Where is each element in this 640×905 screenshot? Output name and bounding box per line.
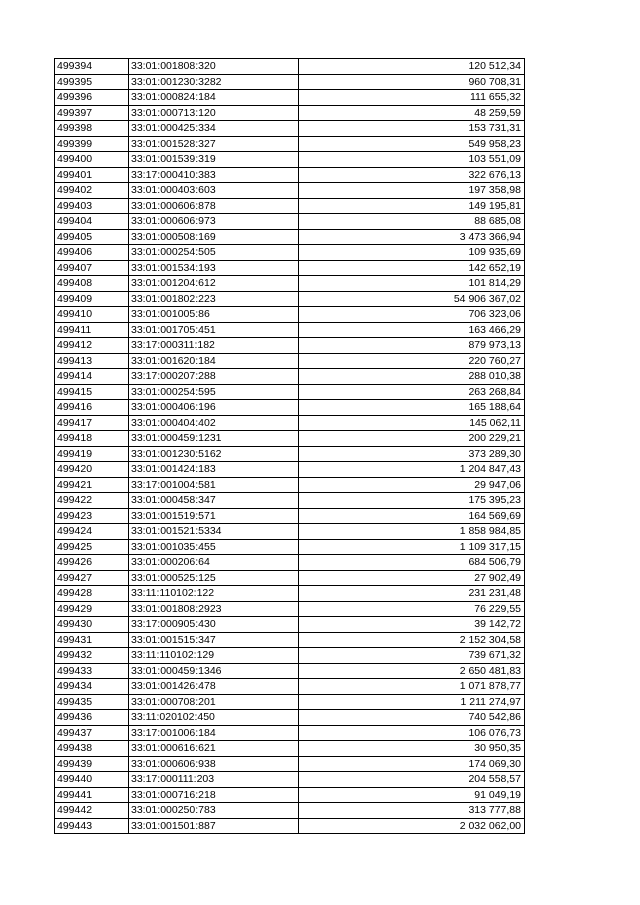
cadastral-value-table <box>54 58 525 834</box>
row-id-cell: 499395 <box>55 74 129 90</box>
cadastral-number-cell: 33:01:001808:2923 <box>129 601 299 617</box>
row-id-cell: 499411 <box>55 322 129 338</box>
row-id-cell: 499427 <box>55 570 129 586</box>
row-id-cell: 499415 <box>55 384 129 400</box>
table-row <box>55 648 525 664</box>
cadastral-value-cell: 163 466,29 <box>299 322 525 338</box>
row-id-cell: 499402 <box>55 183 129 199</box>
cadastral-value-cell: 27 902,49 <box>299 570 525 586</box>
table-row <box>55 369 525 385</box>
table-row <box>55 152 525 168</box>
table-row <box>55 477 525 493</box>
table-row <box>55 446 525 462</box>
table-row <box>55 136 525 152</box>
cadastral-value-cell: 263 268,84 <box>299 384 525 400</box>
cadastral-number-cell: 33:17:000311:182 <box>129 338 299 354</box>
cadastral-number-cell: 33:01:000206:64 <box>129 555 299 571</box>
cadastral-value-cell: 197 358,98 <box>299 183 525 199</box>
table-row <box>55 229 525 245</box>
cadastral-number-cell: 33:17:000410:383 <box>129 167 299 183</box>
cadastral-number-cell: 33:01:001424:183 <box>129 462 299 478</box>
cadastral-number-cell: 33:17:000905:430 <box>129 617 299 633</box>
table-row <box>55 245 525 261</box>
cadastral-number-cell: 33:01:000713:120 <box>129 105 299 121</box>
cadastral-value-cell: 1 109 317,15 <box>299 539 525 555</box>
cadastral-number-cell: 33:01:000254:505 <box>129 245 299 261</box>
cadastral-value-cell: 103 551,09 <box>299 152 525 168</box>
cadastral-number-cell: 33:01:001426:478 <box>129 679 299 695</box>
cadastral-number-cell: 33:01:000404:402 <box>129 415 299 431</box>
cadastral-value-cell: 739 671,32 <box>299 648 525 664</box>
row-id-cell: 499416 <box>55 400 129 416</box>
cadastral-value-cell: 88 685,08 <box>299 214 525 230</box>
row-id-cell: 499397 <box>55 105 129 121</box>
cadastral-number-cell: 33:01:000606:938 <box>129 756 299 772</box>
cadastral-value-cell: 706 323,06 <box>299 307 525 323</box>
row-id-cell: 499404 <box>55 214 129 230</box>
cadastral-number-cell: 33:01:000606:878 <box>129 198 299 214</box>
row-id-cell: 499407 <box>55 260 129 276</box>
cadastral-value-cell: 174 069,30 <box>299 756 525 772</box>
cadastral-value-cell: 149 195,81 <box>299 198 525 214</box>
table-row <box>55 431 525 447</box>
row-id-cell: 499436 <box>55 710 129 726</box>
table-row <box>55 694 525 710</box>
row-id-cell: 499435 <box>55 694 129 710</box>
cadastral-value-cell: 1 071 878,77 <box>299 679 525 695</box>
cadastral-value-cell: 313 777,88 <box>299 803 525 819</box>
row-id-cell: 499406 <box>55 245 129 261</box>
table-row <box>55 741 525 757</box>
table-row <box>55 74 525 90</box>
row-id-cell: 499437 <box>55 725 129 741</box>
cadastral-number-cell: 33:01:000606:973 <box>129 214 299 230</box>
table-row <box>55 679 525 695</box>
row-id-cell: 499396 <box>55 90 129 106</box>
cadastral-value-cell: 231 231,48 <box>299 586 525 602</box>
cadastral-value-cell: 684 506,79 <box>299 555 525 571</box>
table-row <box>55 617 525 633</box>
cadastral-number-cell: 33:01:001204:612 <box>129 276 299 292</box>
row-id-cell: 499399 <box>55 136 129 152</box>
row-id-cell: 499441 <box>55 787 129 803</box>
row-id-cell: 499429 <box>55 601 129 617</box>
cadastral-value-cell: 175 395,23 <box>299 493 525 509</box>
row-id-cell: 499410 <box>55 307 129 323</box>
cadastral-value-cell: 204 558,57 <box>299 772 525 788</box>
table-row <box>55 105 525 121</box>
cadastral-value-cell: 2 152 304,58 <box>299 632 525 648</box>
row-id-cell: 499442 <box>55 803 129 819</box>
row-id-cell: 499439 <box>55 756 129 772</box>
cadastral-value-cell: 549 958,23 <box>299 136 525 152</box>
row-id-cell: 499398 <box>55 121 129 137</box>
cadastral-value-cell: 142 652,19 <box>299 260 525 276</box>
table-row <box>55 90 525 106</box>
table-row <box>55 260 525 276</box>
table-row <box>55 462 525 478</box>
cadastral-number-cell: 33:01:001515:347 <box>129 632 299 648</box>
cadastral-number-cell: 33:01:001705:451 <box>129 322 299 338</box>
cadastral-number-cell: 33:01:000616:621 <box>129 741 299 757</box>
row-id-cell: 499394 <box>55 59 129 75</box>
table-row <box>55 291 525 307</box>
table-row <box>55 415 525 431</box>
table-row <box>55 353 525 369</box>
cadastral-number-cell: 33:11:110102:129 <box>129 648 299 664</box>
row-id-cell: 499430 <box>55 617 129 633</box>
row-id-cell: 499422 <box>55 493 129 509</box>
cadastral-number-cell: 33:17:001006:184 <box>129 725 299 741</box>
cadastral-value-cell: 76 229,55 <box>299 601 525 617</box>
cadastral-number-cell: 33:01:001802:223 <box>129 291 299 307</box>
cadastral-value-cell: 3 473 366,94 <box>299 229 525 245</box>
table-row <box>55 214 525 230</box>
cadastral-value-cell: 200 229,21 <box>299 431 525 447</box>
cadastral-number-cell: 33:11:020102:450 <box>129 710 299 726</box>
row-id-cell: 499405 <box>55 229 129 245</box>
table-row <box>55 601 525 617</box>
cadastral-number-cell: 33:01:001230:3282 <box>129 74 299 90</box>
row-id-cell: 499426 <box>55 555 129 571</box>
table-row <box>55 59 525 75</box>
row-id-cell: 499413 <box>55 353 129 369</box>
cadastral-value-cell: 740 542,86 <box>299 710 525 726</box>
table-row <box>55 756 525 772</box>
row-id-cell: 499400 <box>55 152 129 168</box>
cadastral-number-cell: 33:01:000525:125 <box>129 570 299 586</box>
row-id-cell: 499443 <box>55 818 129 834</box>
cadastral-number-cell: 33:01:001620:184 <box>129 353 299 369</box>
table-row <box>55 710 525 726</box>
table-row <box>55 338 525 354</box>
cadastral-number-cell: 33:01:000406:196 <box>129 400 299 416</box>
table-row <box>55 818 525 834</box>
table-row <box>55 772 525 788</box>
cadastral-value-cell: 54 906 367,02 <box>299 291 525 307</box>
table-row <box>55 167 525 183</box>
table-row <box>55 307 525 323</box>
table-row <box>55 555 525 571</box>
cadastral-number-cell: 33:01:000425:334 <box>129 121 299 137</box>
cadastral-value-cell: 2 650 481,83 <box>299 663 525 679</box>
cadastral-value-cell: 91 049,19 <box>299 787 525 803</box>
cadastral-value-cell: 48 259,59 <box>299 105 525 121</box>
table-row <box>55 524 525 540</box>
cadastral-number-cell: 33:11:110102:122 <box>129 586 299 602</box>
cadastral-number-cell: 33:01:000254:595 <box>129 384 299 400</box>
cadastral-value-cell: 164 569,69 <box>299 508 525 524</box>
cadastral-value-cell: 1 858 984,85 <box>299 524 525 540</box>
row-id-cell: 499419 <box>55 446 129 462</box>
row-id-cell: 499401 <box>55 167 129 183</box>
row-id-cell: 499431 <box>55 632 129 648</box>
cadastral-number-cell: 33:01:000403:603 <box>129 183 299 199</box>
cadastral-number-cell: 33:01:001230:5162 <box>129 446 299 462</box>
table-row <box>55 183 525 199</box>
row-id-cell: 499434 <box>55 679 129 695</box>
row-id-cell: 499425 <box>55 539 129 555</box>
row-id-cell: 499432 <box>55 648 129 664</box>
table-row <box>55 539 525 555</box>
table-row <box>55 384 525 400</box>
table-row <box>55 276 525 292</box>
cadastral-value-cell: 111 655,32 <box>299 90 525 106</box>
cadastral-number-cell: 33:01:001521:5334 <box>129 524 299 540</box>
cadastral-value-cell: 39 142,72 <box>299 617 525 633</box>
cadastral-value-cell: 322 676,13 <box>299 167 525 183</box>
table-row <box>55 787 525 803</box>
cadastral-number-cell: 33:01:001534:193 <box>129 260 299 276</box>
row-id-cell: 499417 <box>55 415 129 431</box>
table-row <box>55 121 525 137</box>
cadastral-number-cell: 33:01:000708:201 <box>129 694 299 710</box>
cadastral-number-cell: 33:01:000459:1346 <box>129 663 299 679</box>
row-id-cell: 499440 <box>55 772 129 788</box>
table-body <box>55 59 525 834</box>
cadastral-number-cell: 33:17:000111:203 <box>129 772 299 788</box>
row-id-cell: 499412 <box>55 338 129 354</box>
cadastral-number-cell: 33:01:001035:455 <box>129 539 299 555</box>
cadastral-number-cell: 33:01:001005:86 <box>129 307 299 323</box>
cadastral-value-cell: 373 289,30 <box>299 446 525 462</box>
row-id-cell: 499438 <box>55 741 129 757</box>
row-id-cell: 499418 <box>55 431 129 447</box>
cadastral-value-cell: 120 512,34 <box>299 59 525 75</box>
cadastral-number-cell: 33:17:001004:581 <box>129 477 299 493</box>
cadastral-number-cell: 33:01:000459:1231 <box>129 431 299 447</box>
row-id-cell: 499428 <box>55 586 129 602</box>
table-row <box>55 198 525 214</box>
cadastral-value-cell: 960 708,31 <box>299 74 525 90</box>
table-row <box>55 400 525 416</box>
cadastral-number-cell: 33:01:001528:327 <box>129 136 299 152</box>
cadastral-value-cell: 153 731,31 <box>299 121 525 137</box>
cadastral-number-cell: 33:01:000250:783 <box>129 803 299 819</box>
table-row <box>55 663 525 679</box>
table-row <box>55 803 525 819</box>
row-id-cell: 499423 <box>55 508 129 524</box>
table-row <box>55 508 525 524</box>
cadastral-value-cell: 2 032 062,00 <box>299 818 525 834</box>
cadastral-value-cell: 220 760,27 <box>299 353 525 369</box>
cadastral-value-cell: 109 935,69 <box>299 245 525 261</box>
row-id-cell: 499409 <box>55 291 129 307</box>
cadastral-value-cell: 165 188,64 <box>299 400 525 416</box>
row-id-cell: 499408 <box>55 276 129 292</box>
table-row <box>55 570 525 586</box>
cadastral-value-cell: 879 973,13 <box>299 338 525 354</box>
row-id-cell: 499403 <box>55 198 129 214</box>
cadastral-value-cell: 145 062,11 <box>299 415 525 431</box>
cadastral-number-cell: 33:01:001539:319 <box>129 152 299 168</box>
table-row <box>55 493 525 509</box>
cadastral-number-cell: 33:01:000508:169 <box>129 229 299 245</box>
cadastral-number-cell: 33:01:000824:184 <box>129 90 299 106</box>
row-id-cell: 499420 <box>55 462 129 478</box>
table-row <box>55 586 525 602</box>
row-id-cell: 499414 <box>55 369 129 385</box>
table-row <box>55 632 525 648</box>
row-id-cell: 499421 <box>55 477 129 493</box>
table-row <box>55 322 525 338</box>
cadastral-number-cell: 33:01:001501:887 <box>129 818 299 834</box>
row-id-cell: 499433 <box>55 663 129 679</box>
cadastral-value-cell: 1 204 847,43 <box>299 462 525 478</box>
row-id-cell: 499424 <box>55 524 129 540</box>
cadastral-number-cell: 33:17:000207:288 <box>129 369 299 385</box>
cadastral-number-cell: 33:01:000716:218 <box>129 787 299 803</box>
cadastral-number-cell: 33:01:001519:571 <box>129 508 299 524</box>
table-row <box>55 725 525 741</box>
cadastral-value-cell: 29 947,06 <box>299 477 525 493</box>
cadastral-number-cell: 33:01:000458:347 <box>129 493 299 509</box>
cadastral-value-cell: 30 950,35 <box>299 741 525 757</box>
cadastral-value-cell: 101 814,29 <box>299 276 525 292</box>
cadastral-number-cell: 33:01:001808:320 <box>129 59 299 75</box>
cadastral-value-cell: 106 076,73 <box>299 725 525 741</box>
cadastral-value-cell: 1 211 274,97 <box>299 694 525 710</box>
cadastral-value-cell: 288 010,38 <box>299 369 525 385</box>
